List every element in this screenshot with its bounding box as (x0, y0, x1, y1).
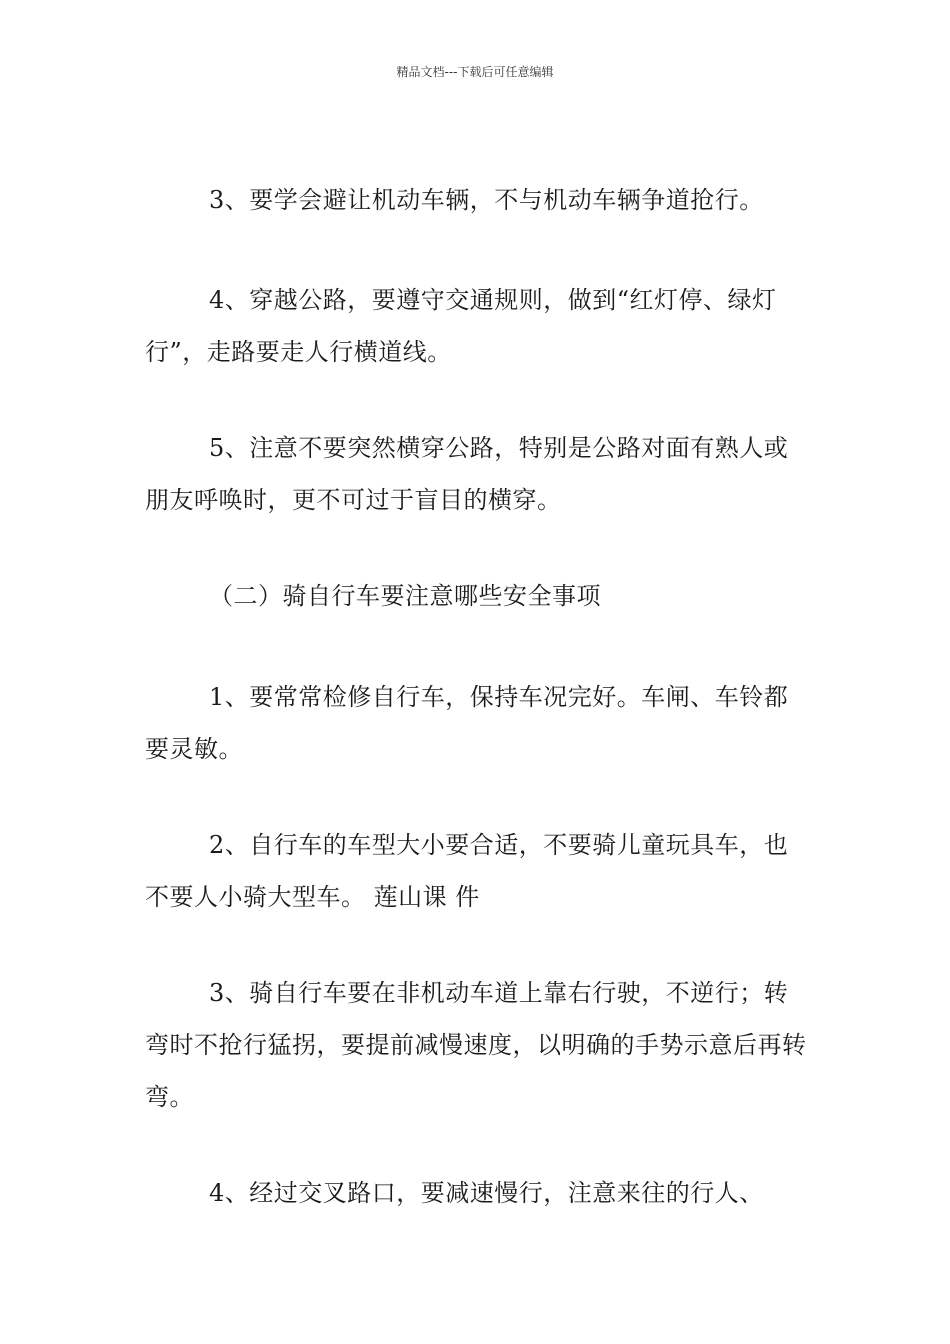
paragraph-text: 1、要常常检修自行车，保持车况完好。车闸、车铃都要灵敏。 (145, 683, 789, 763)
paragraph-text: 4、穿越公路，要遵守交通规则，做到“红灯停、绿灯行”，走路要走人行横道线。 (145, 286, 777, 366)
paragraph-4-intersection (145, 1167, 810, 1219)
paragraph-text: 4、经过交叉路口，要减速慢行，注意来往的行人、 (209, 1179, 764, 1207)
paragraph-1-maintenance (145, 671, 810, 775)
paragraph-3-yield (145, 174, 810, 226)
paragraph-text: 2、自行车的车型大小要合适，不要骑儿童玩具车，也不要人小骑大型车。 莲山课 件 (145, 831, 789, 911)
paragraph-text: 3、骑自行车要在非机动车道上靠右行驶，不逆行；转弯时不抢行猛拐，要提前减慢速度，以明确的手势示意后再转弯。 (145, 979, 807, 1111)
paragraph-3-lane (145, 967, 810, 1123)
paragraph-2-bike-size (145, 819, 810, 923)
paragraph-text: 5、注意不要突然横穿公路，特别是公路对面有熟人或朋友呼唤时，更不可过于盲目的横穿。 (145, 434, 789, 514)
section-heading-text: （二）骑自行车要注意哪些安全事项 (209, 582, 601, 610)
paragraph-text: 3、要学会避让机动车辆，不与机动车辆争道抢行。 (209, 186, 764, 214)
paragraph-4-crossing (145, 274, 810, 378)
paragraph-5-sudden-crossing (145, 422, 810, 526)
page-header: 精品文档---下载后可任意编辑 (396, 65, 554, 79)
section-heading-bicycle (145, 570, 810, 622)
